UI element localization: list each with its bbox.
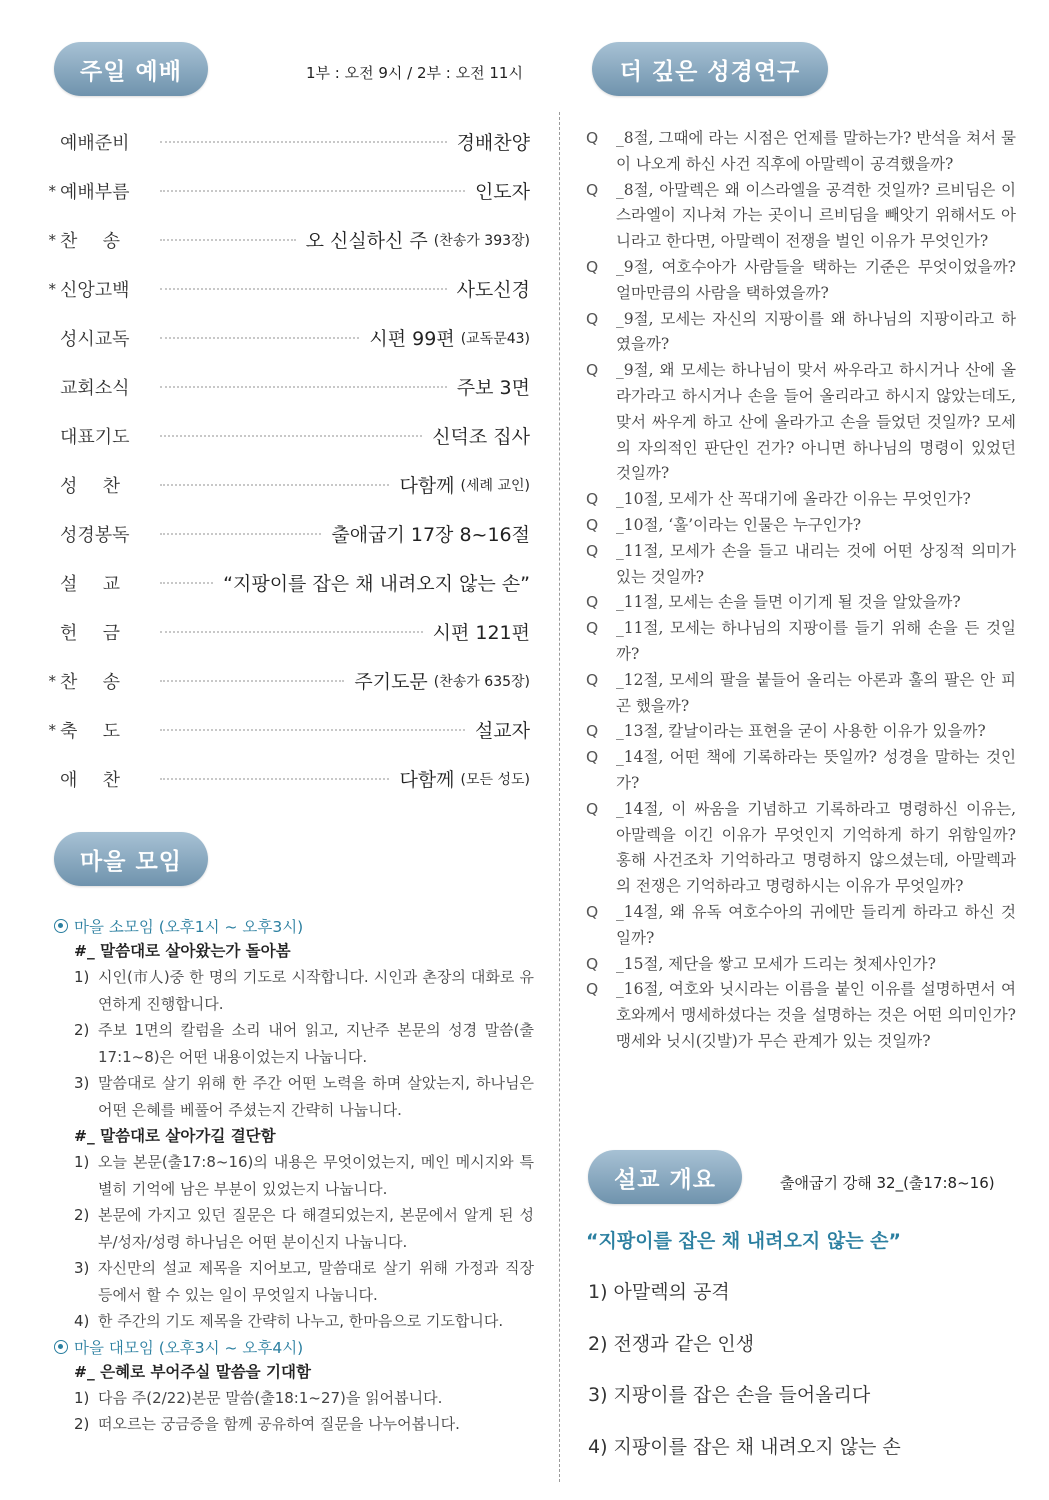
list-item	[54, 1411, 534, 1438]
order-label: 신앙고백	[60, 279, 130, 301]
list-item	[54, 1308, 534, 1335]
small-meeting-sub2: #_ 말씀대로 살아가길 결단함	[74, 1127, 276, 1145]
question-marker: Q	[586, 490, 599, 509]
order-label: 예배부름	[60, 181, 130, 203]
target-bullet-icon	[54, 1340, 68, 1354]
order-row	[44, 117, 530, 166]
study-question	[586, 745, 1016, 797]
order-row	[44, 215, 530, 264]
order-row	[44, 705, 530, 754]
village-title-badge	[54, 832, 208, 886]
study-question	[586, 126, 1016, 178]
order-note: (찬송가 393장)	[433, 232, 530, 249]
small-meeting-heading-text: 마을 소모임 (오후1시 ~ 오후3시)	[74, 918, 304, 936]
order-value: 다함께	[399, 475, 455, 497]
order-label-char: 애	[60, 769, 78, 791]
item-text: 떠오르는 궁금증을 함께 공유하여 질문을 나누어봅니다.	[98, 1415, 460, 1433]
order-row	[44, 607, 530, 656]
order-label	[56, 570, 120, 596]
question-text: _11절, 모세는 손을 들면 이기게 될 것을 알았을까?	[616, 593, 961, 612]
list-item	[54, 1149, 534, 1202]
order-value: 주보 3면	[456, 377, 530, 399]
dotted-leader	[160, 190, 465, 192]
sermon-point: 3) 지팡이를 잡은 손을 들어올리다	[588, 1384, 871, 1406]
village-title: 마을 모임	[80, 848, 182, 875]
study-question	[586, 952, 1016, 978]
question-marker: Q	[586, 748, 599, 767]
small-meeting-items2	[54, 1149, 534, 1335]
study-question	[586, 307, 1016, 359]
order-asterisk: *	[48, 279, 56, 298]
sermon-headline: “지팡이를 잡은 채 내려오지 않는 손”	[586, 1230, 902, 1252]
order-label-char: 찬	[60, 230, 78, 252]
order-label-char: 성	[60, 475, 78, 497]
sermon-point: 4) 지팡이를 잡은 채 내려오지 않는 손	[588, 1436, 901, 1458]
item-text: 자신만의 설교 제목을 지어보고, 말씀대로 살기 위해 가정과 직장 등에서 할 수 있는 일이 무엇일지 나눕니다.	[98, 1259, 534, 1304]
order-value: 인도자	[474, 181, 530, 203]
order-row	[44, 362, 530, 411]
dotted-leader	[160, 141, 447, 143]
order-asterisk: *	[48, 181, 56, 200]
question-marker: Q	[586, 257, 599, 276]
dotted-leader	[160, 631, 423, 633]
order-asterisk: *	[48, 720, 56, 739]
question-text: _8절, 그때에 라는 시점은 언제를 말하는가? 반석을 쳐서 물이 나오게 하신 사건 직후에 아말렉이 공격했을까?	[616, 129, 1016, 173]
order-label: 성시교독	[60, 328, 130, 350]
study-question	[586, 539, 1016, 591]
study-question	[586, 900, 1016, 952]
order-label-char: 찬	[60, 671, 78, 693]
small-meeting-sub1: #_ 말씀대로 살아왔는가 돌아봄	[74, 942, 291, 960]
order-label	[56, 472, 120, 498]
study-question	[586, 797, 1016, 900]
order-row	[44, 411, 530, 460]
order-label-char: 헌	[60, 622, 78, 644]
question-marker: Q	[586, 670, 599, 689]
study-question	[586, 513, 1016, 539]
question-text: _13절, 칼날이라는 표현을 굳이 사용한 이유가 있을까?	[616, 722, 986, 741]
sermon-reference: 출애굽기 강해 32_(출17:8~16)	[780, 1174, 995, 1192]
item-text: 한 주간의 기도 제목을 간략히 나누고, 한마음으로 기도합니다.	[98, 1312, 504, 1330]
question-marker: Q	[586, 799, 599, 818]
question-marker: Q	[586, 361, 599, 380]
list-item	[54, 964, 534, 1017]
item-number: 3)	[74, 1259, 90, 1277]
order-label	[56, 668, 120, 694]
order-label-char: 찬	[102, 475, 120, 497]
item-number: 2)	[74, 1206, 90, 1224]
item-number: 2)	[74, 1415, 90, 1433]
order-label-char: 도	[102, 720, 120, 742]
dotted-leader	[160, 337, 359, 339]
order-value: 출애굽기 17장 8~16절	[331, 524, 530, 546]
question-text: _14절, 어떤 책에 기록하라는 뜻일까? 성경을 말하는 것인가?	[616, 748, 1016, 792]
study-questions	[586, 126, 1016, 1055]
target-bullet-icon	[54, 919, 68, 933]
study-title: 더 깊은 성경연구	[619, 58, 801, 85]
study-question	[586, 977, 1016, 1054]
dotted-leader	[160, 435, 422, 437]
study-question	[586, 255, 1016, 307]
sermon-title: 설교 개요	[614, 1166, 716, 1193]
order-row	[44, 460, 530, 509]
question-text: _8절, 아말렉은 왜 이스라엘을 공격한 것일까? 르비딤은 이스라엘이 지나쳐 가는 곳이니 르비딤을 빼앗기 위해서도 아니라고 한다면, 아말렉이 전쟁을 벌인 이유가 무엇인가?	[616, 180, 1016, 251]
order-value: 경배찬양	[456, 132, 530, 154]
large-meeting-heading-text: 마을 대모임 (오후3시 ~ 오후4시)	[74, 1338, 304, 1357]
dotted-leader	[160, 533, 321, 535]
question-marker: Q	[586, 619, 599, 638]
order-label: 교회소식	[60, 377, 130, 399]
question-text: _9절, 모세는 자신의 지팡이를 왜 하나님의 지팡이라고 하였을까?	[616, 309, 1016, 354]
question-marker: Q	[586, 180, 599, 199]
order-note: (찬송가 635장)	[433, 673, 530, 690]
study-question	[586, 358, 1016, 487]
question-marker: Q	[586, 515, 599, 534]
item-text: 말씀대로 살기 위해 한 주간 어떤 노력을 하며 살았는지, 하나님은 어떤 은혜를 베풀어 주셨는지 간략히 나눕니다.	[98, 1074, 534, 1119]
sermon-title-badge	[588, 1150, 742, 1204]
large-meeting-items	[54, 1385, 534, 1438]
order-label-char: 교	[102, 573, 120, 595]
large-meeting-heading	[54, 1335, 534, 1359]
question-text: _11절, 모세가 손을 들고 내리는 것에 어떤 상징적 의미가 있는 것일까?	[616, 541, 1016, 586]
column-divider	[559, 112, 560, 1482]
list-item	[54, 1255, 534, 1308]
list-item	[54, 1070, 534, 1123]
question-marker: Q	[586, 593, 599, 612]
order-label	[56, 227, 120, 253]
dotted-leader	[160, 288, 447, 290]
item-number: 1)	[74, 1388, 90, 1407]
dotted-leader	[160, 582, 213, 584]
question-marker: Q	[586, 309, 599, 328]
item-text: 시인(市人)중 한 명의 기도로 시작합니다. 시인과 촌장의 대화로 유연하게 진행합니다.	[98, 968, 534, 1013]
order-note: (세례 교인)	[460, 477, 530, 494]
study-title-badge	[592, 42, 828, 96]
study-question	[586, 616, 1016, 668]
order-value: 오 신실하신 주	[305, 230, 428, 252]
order-row	[44, 166, 530, 215]
order-label: 예배준비	[60, 132, 130, 154]
order-value: 시편 121편	[432, 622, 530, 644]
order-value: 시편 99편	[369, 328, 455, 350]
dotted-leader	[160, 386, 447, 388]
village-section	[54, 914, 534, 1438]
question-marker: Q	[586, 129, 599, 147]
order-label-char: 금	[102, 622, 120, 644]
order-value: 다함께	[399, 769, 455, 791]
order-label	[56, 766, 120, 792]
question-text: _9절, 여호수아가 사람들을 택하는 기준은 무엇이었을까? 얼마만큼의 사람을 택하였을까?	[616, 257, 1016, 302]
item-text: 다음 주(2/22)본문 말씀(출18:1~27)을 읽어봅니다.	[98, 1388, 443, 1407]
order-label-char: 송	[102, 671, 120, 693]
order-row	[44, 264, 530, 313]
item-number: 2)	[74, 1021, 90, 1039]
order-label: 대표기도	[60, 426, 130, 448]
list-item	[54, 1385, 534, 1412]
study-question	[586, 487, 1016, 513]
item-number: 1)	[74, 968, 90, 986]
order-row	[44, 509, 530, 558]
question-text: _11절, 모세는 하나님의 지팡이를 들기 위해 손을 든 것일까?	[616, 619, 1016, 663]
order-label-char: 송	[102, 230, 120, 252]
worship-title: 주일 예배	[80, 58, 182, 85]
question-text: _10절, ‘훌’이라는 인물은 누구인가?	[616, 515, 862, 534]
item-text: 주보 1면의 칼럼을 소리 내어 읽고, 지난주 본문의 성경 말씀(출17:1~8)은 어떤 내용이었는지 나눕니다.	[98, 1021, 534, 1066]
order-row	[44, 754, 530, 803]
order-label	[56, 717, 120, 743]
order-label: 성경봉독	[60, 524, 130, 546]
order-value: “지팡이를 잡은 채 내려오지 않는 손”	[223, 573, 530, 595]
sermon-point: 2) 전쟁과 같은 인생	[588, 1333, 755, 1355]
order-value: 사도신경	[456, 279, 530, 301]
dotted-leader	[160, 680, 344, 682]
order-value: 설교자	[474, 720, 530, 742]
question-marker: Q	[586, 541, 599, 560]
order-label	[56, 619, 120, 645]
item-text: 본문에 가지고 있던 질문은 다 해결되었는지, 본문에서 알게 된 성부/성자/성령 하나님은 어떤 분이신지 나눕니다.	[98, 1206, 534, 1251]
order-label-char: 찬	[102, 769, 120, 791]
order-label-char: 축	[60, 720, 78, 742]
list-item	[54, 1017, 534, 1070]
dotted-leader	[160, 239, 296, 241]
order-asterisk: *	[48, 230, 56, 249]
order-row	[44, 313, 530, 362]
dotted-leader	[160, 484, 389, 486]
order-value: 주기도문	[354, 671, 428, 693]
question-text: _14절, 왜 유독 여호수아의 귀에만 들리게 하라고 하신 것일까?	[616, 902, 1016, 947]
study-question	[586, 590, 1016, 616]
item-number: 3)	[74, 1074, 90, 1092]
service-times: 1부 : 오전 9시 / 2부 : 오전 11시	[306, 64, 523, 82]
item-number: 1)	[74, 1153, 90, 1171]
dotted-leader	[160, 778, 389, 780]
question-text: _14절, 이 싸움을 기념하고 기록하라고 명령하신 이유는, 아말렉을 이긴 이유가 무엇인지 기억하게 하기 위함일까? 홍해 사건조차 기억하라고 명령하지 않으셨는데, 아말렉과의 전쟁은 기억하라고 명령하시는 이유가 무엇일까?	[616, 799, 1016, 896]
question-marker: Q	[586, 902, 599, 921]
small-meeting-items1	[54, 964, 534, 1123]
order-label-char: 설	[60, 573, 78, 595]
order-note: (모든 성도)	[460, 771, 530, 788]
item-number: 4)	[74, 1312, 90, 1330]
study-question	[586, 178, 1016, 255]
study-question	[586, 719, 1016, 745]
order-row	[44, 656, 530, 705]
small-meeting-heading	[54, 914, 534, 938]
list-item	[54, 1202, 534, 1255]
question-text: _12절, 모세의 팔을 붙들어 올리는 아론과 훌의 팔은 안 피곤 했을까?	[616, 670, 1016, 715]
order-note: (교독문43)	[460, 330, 530, 347]
question-text: _9절, 왜 모세는 하나님이 맞서 싸우라고 하시거나 산에 올라가라고 하시거나 손을 들어 올리라고 하시지 않았는데도, 맞서 싸우게 하고 산에 올라가고 손을 들었던 것일까? 모세의 자의적인 판단인 건가? 아니면 하나님의 명령이 있었던 것일까?	[616, 361, 1016, 483]
item-text: 오늘 본문(출17:8~16)의 내용은 무엇이었는지, 메인 메시지와 특별히 기억에 남은 부분이 있었는지 나눕니다.	[98, 1153, 534, 1198]
worship-order-list	[44, 117, 530, 803]
order-row	[44, 558, 530, 607]
large-meeting-sub: #_ 은혜로 부어주실 말씀을 기대함	[74, 1362, 311, 1381]
question-marker: Q	[586, 722, 599, 741]
question-marker: Q	[586, 980, 599, 999]
order-value: 신덕조 집사	[432, 426, 530, 448]
question-text: _16절, 여호와 닛시라는 이름을 붙인 이유를 설명하면서 여호와께서 맹세하셨다는 것을 설명하는 것은 어떤 의미인가? 맹세와 닛시(깃발)가 무슨 관계가 있는 것일까?	[616, 980, 1016, 1050]
worship-title-badge	[54, 42, 208, 96]
sermon-point: 1) 아말렉의 공격	[588, 1281, 730, 1303]
study-question	[586, 668, 1016, 720]
question-text: _15절, 제단을 쌓고 모세가 드리는 첫제사인가?	[616, 954, 936, 973]
question-marker: Q	[586, 954, 599, 973]
question-text: _10절, 모세가 산 꼭대기에 올라간 이유는 무엇인가?	[616, 490, 971, 509]
order-asterisk: *	[48, 671, 56, 690]
dotted-leader	[160, 729, 465, 731]
